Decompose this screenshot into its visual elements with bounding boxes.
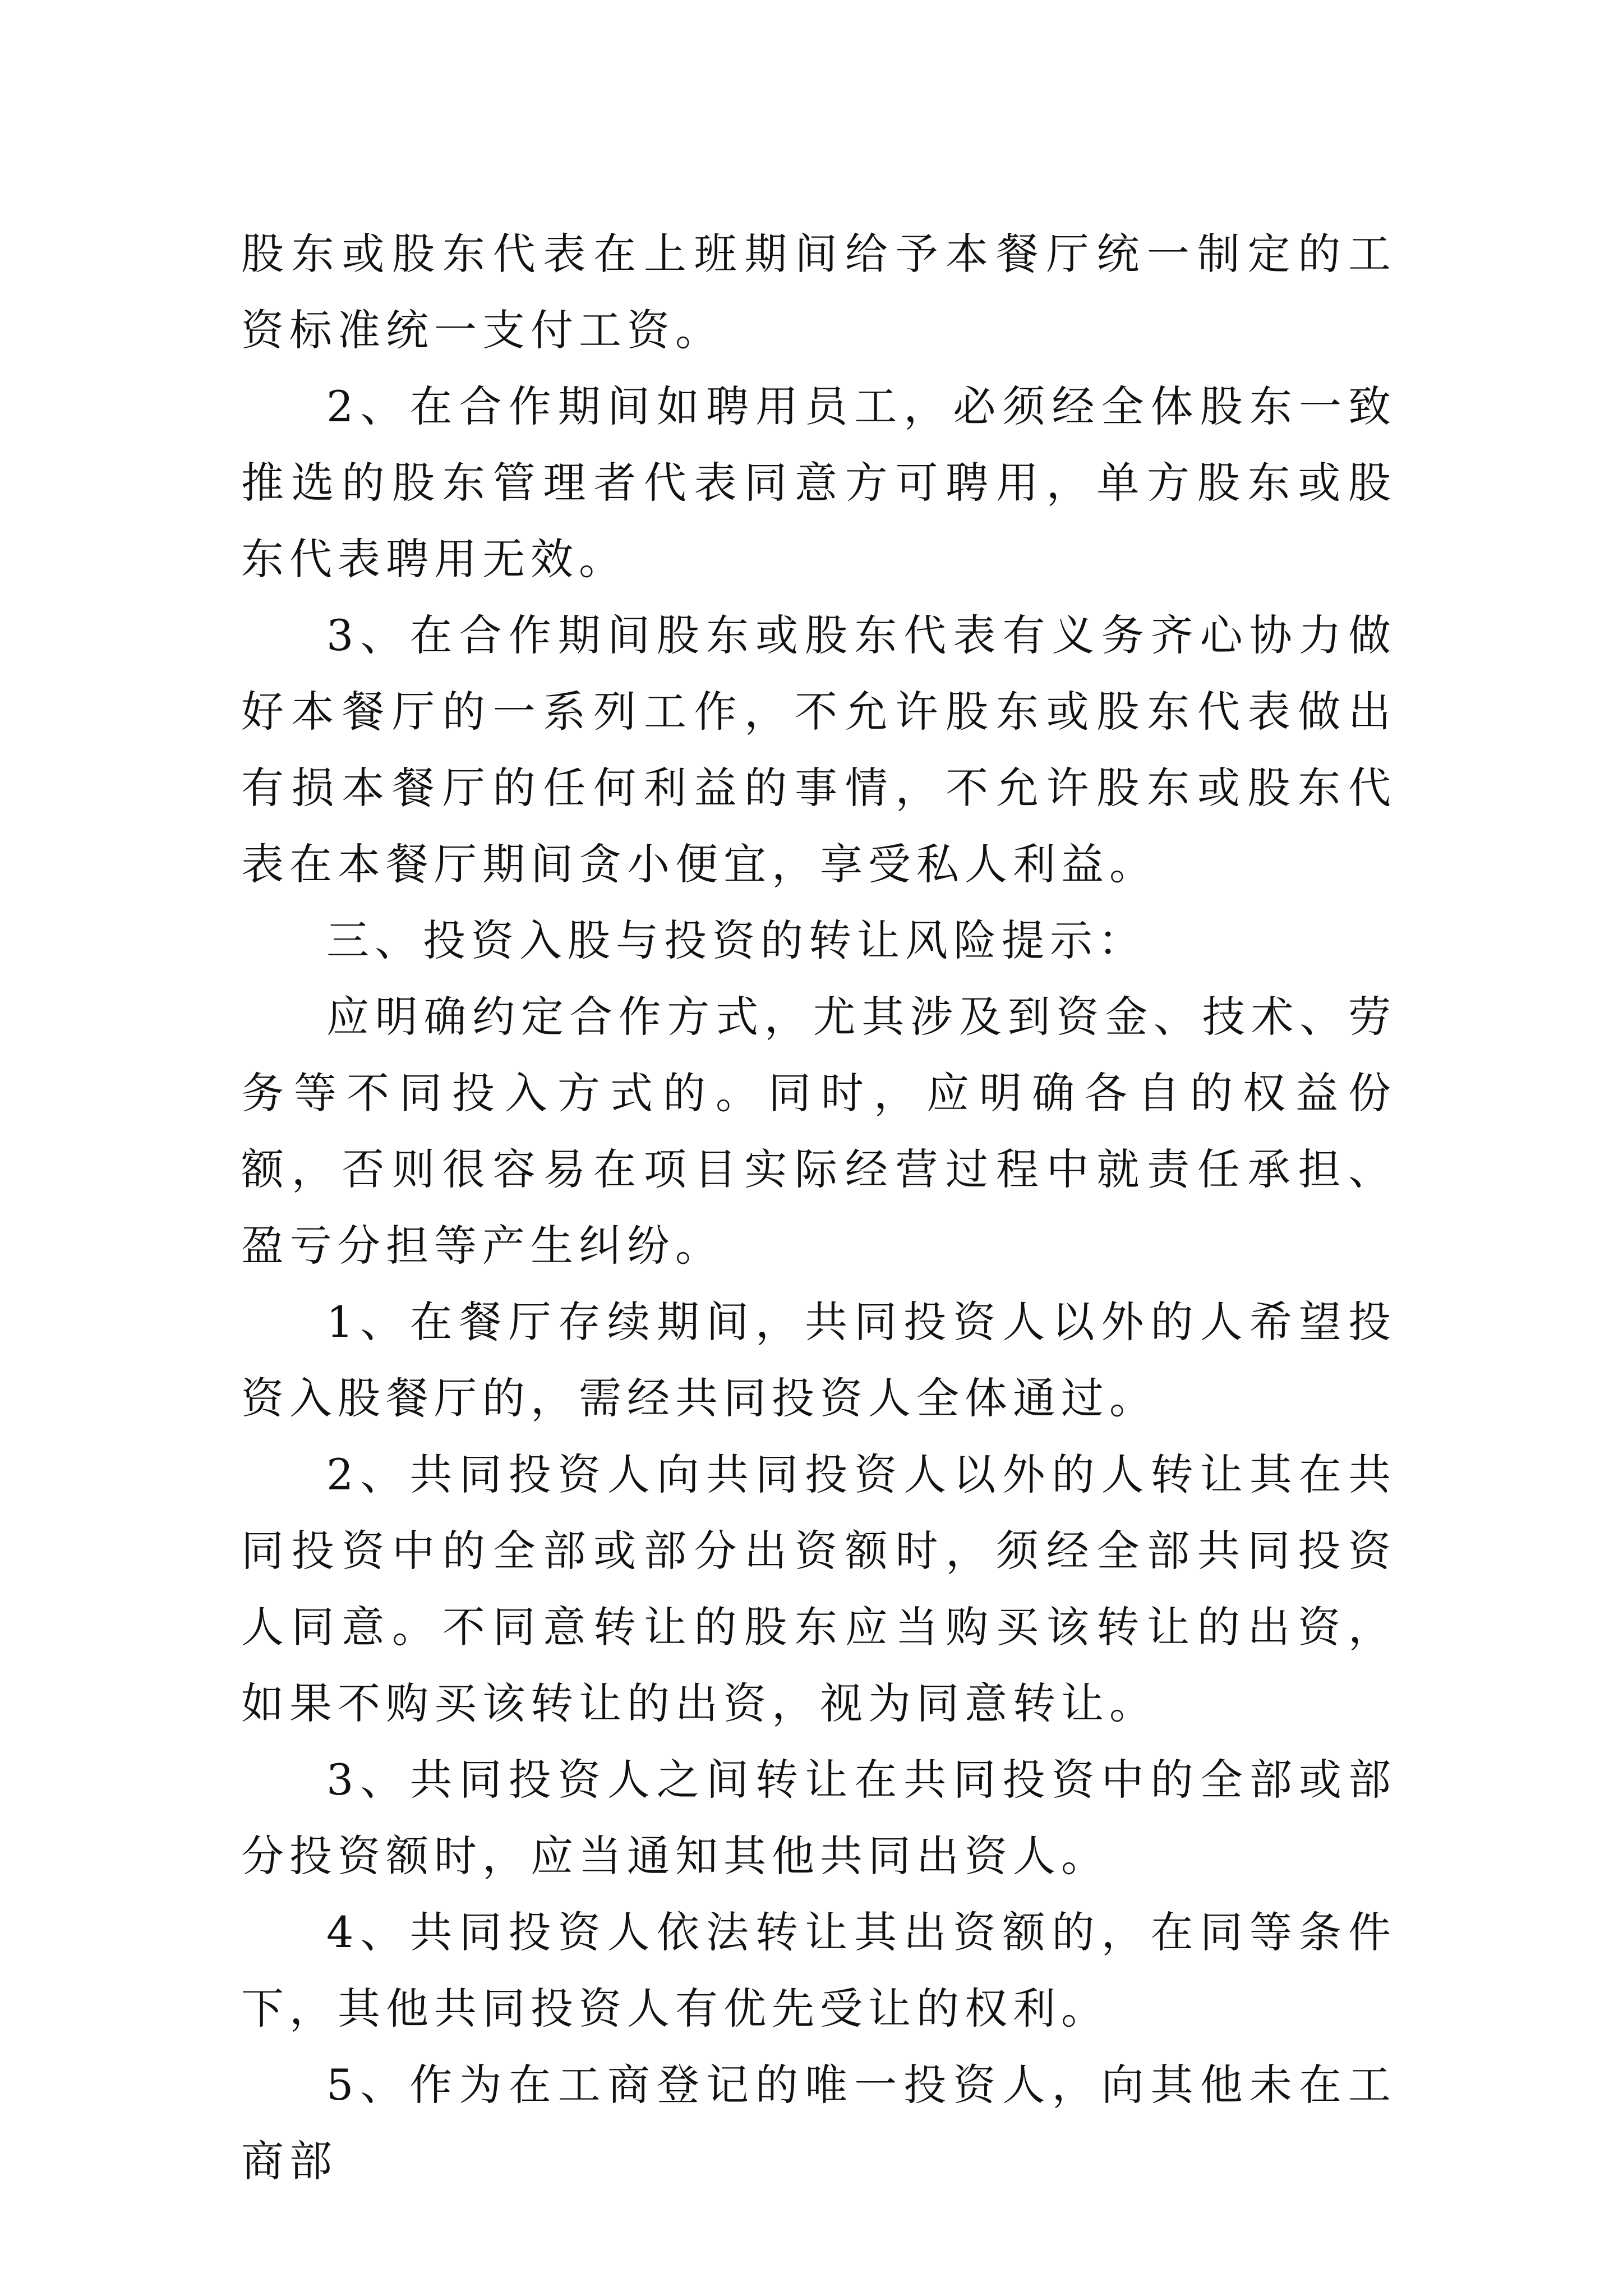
paragraph-7: 2、共同投资人向共同投资人以外的人转让其在共同投资中的全部或部分出资额时，须经全部共同投资人同意。不同意转让的股东应当购买该转让的出资，如果不购买该转让的出资，视为同意转让。 bbox=[241, 1450, 1396, 1728]
paragraph-6: 1、在餐厅存续期间，共同投资人以外的人希望投资入股餐厅的，需经共同投资人全体通过。 bbox=[241, 1297, 1396, 1423]
paragraph-3: 3、在合作期间股东或股东代表有义务齐心协力做好本餐厅的一系列工作，不允许股东或股东代表做出有损本餐厅的任何利益的事情，不允许股东或股东代表在本餐厅期间贪小便宜，享受私人利益。 bbox=[241, 610, 1396, 889]
paragraph-1: 股东或股东代表在上班期间给予本餐厅统一制定的工资标准统一支付工资。 bbox=[241, 229, 1396, 355]
paragraph-8: 3、共同投资人之间转让在共同投资中的全部或部分投资额时，应当通知其他共同出资人。 bbox=[241, 1755, 1396, 1881]
paragraph-2: 2、在合作期间如聘用员工，必须经全体股东一致推选的股东管理者代表同意方可聘用，单方股东或股东代表聘用无效。 bbox=[241, 381, 1396, 584]
body-text bbox=[241, 216, 1396, 2200]
paragraph-9: 4、共同投资人依法转让其出资额的，在同等条件下，其他共同投资人有优先受让的权利。 bbox=[241, 1907, 1396, 2033]
paragraph-5: 应明确约定合作方式，尤其涉及到资金、技术、劳务等不同投入方式的。同时，应明确各自的权益份额，否则很容易在项目实际经营过程中就责任承担、盈亏分担等产生纠纷。 bbox=[241, 992, 1396, 1271]
paragraph-10: 5、作为在工商登记的唯一投资人，向其他未在工商部 bbox=[241, 2060, 1396, 2186]
section-heading: 三、投资入股与投资的转让风险提示： bbox=[326, 915, 1146, 965]
